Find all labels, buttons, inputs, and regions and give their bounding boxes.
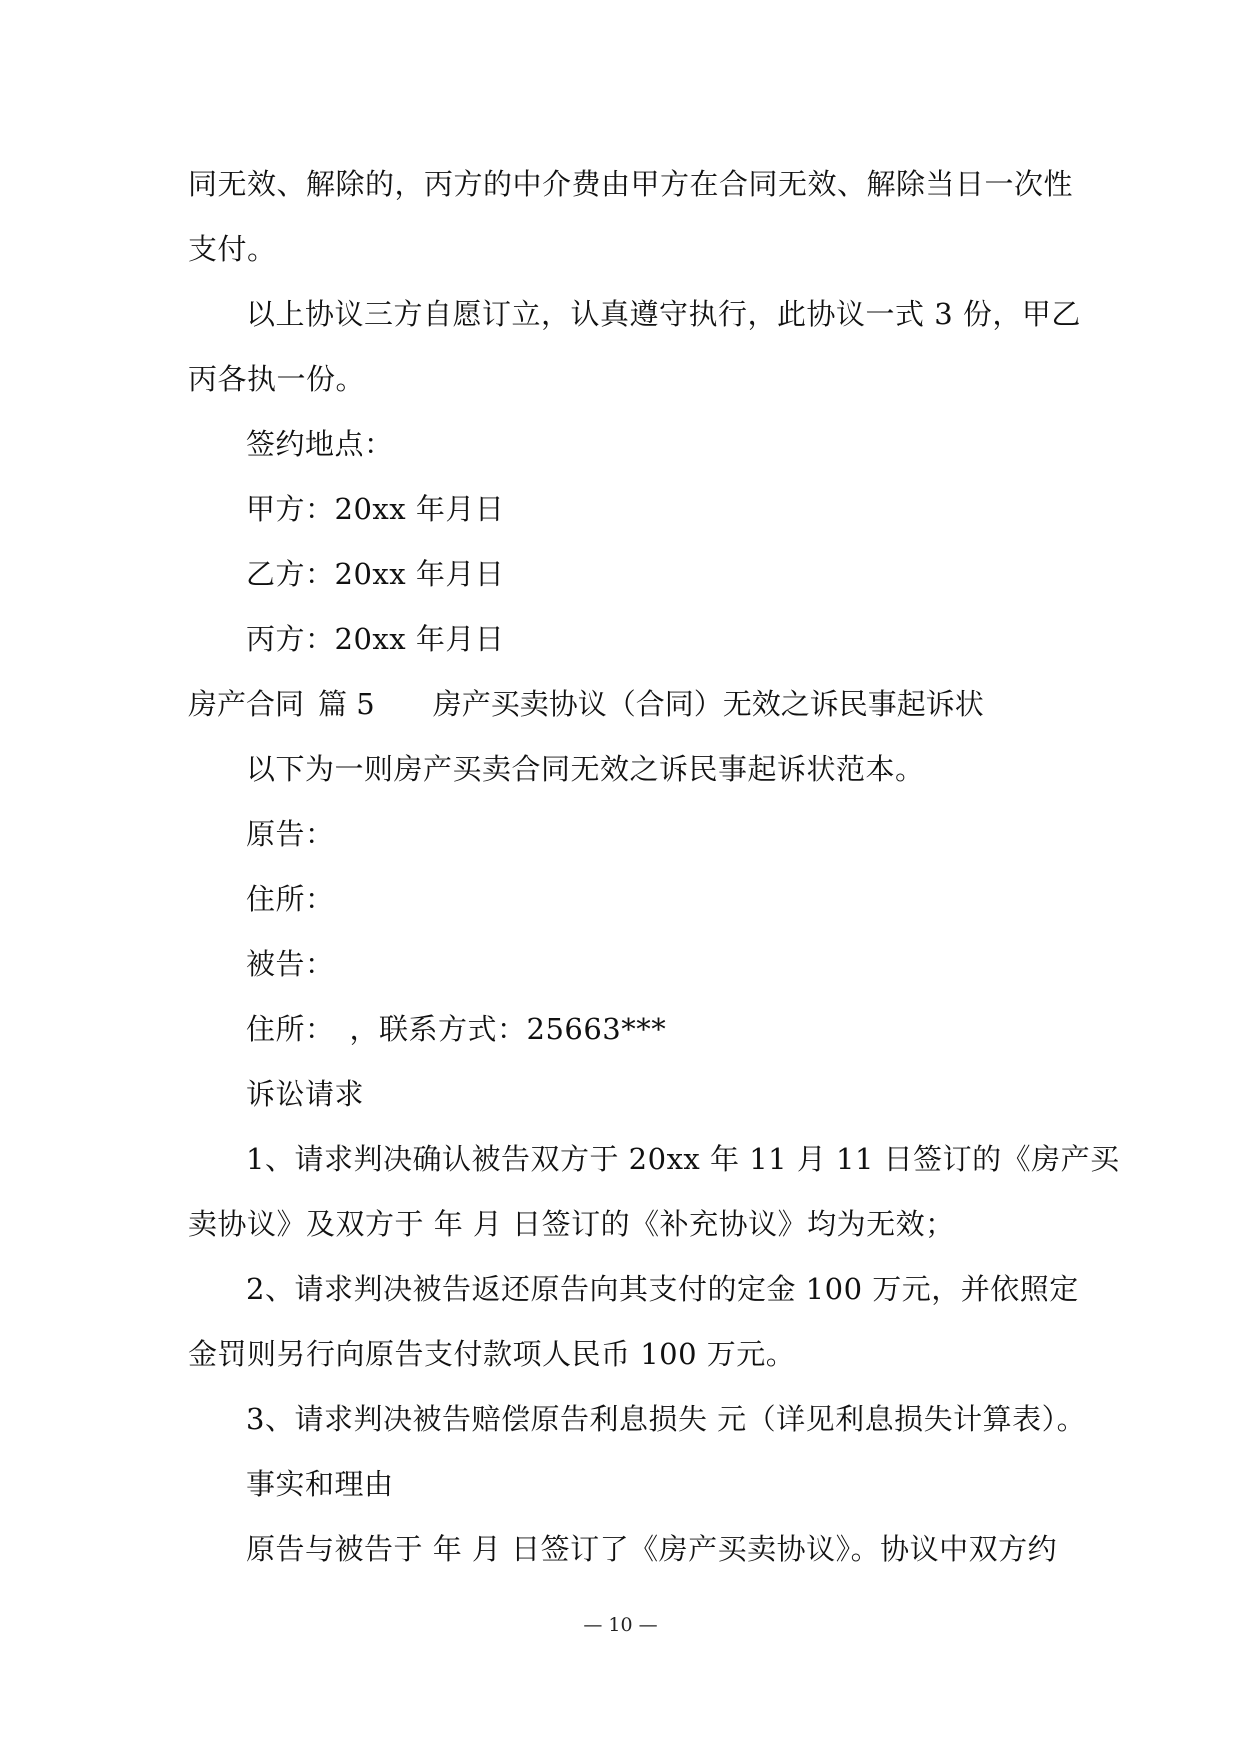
claim-1-line: 1、请求判决确认被告双方于 20xx 年 11 月 11 日签订的《房产买 [246,1142,1120,1176]
section-label: 房产合同 [188,687,305,721]
claims-heading: 诉讼请求 [246,1077,365,1111]
document-body [188,152,1120,1582]
section-title: 房产买卖协议（合同）无效之诉民事起诉状 [432,687,984,721]
defendant-line: 被告： [246,947,335,981]
defendant-address-line: 住所： ，联系方式：25663*** [246,1012,667,1046]
party-c-date: 丙方：20xx 年月日 [246,622,505,656]
plaintiff-line: 原告： [246,817,335,851]
party-a-date: 甲方：20xx 年月日 [246,492,505,526]
plaintiff-address-line: 住所： [246,882,335,916]
signing-place: 签约地点： [246,427,394,461]
claim-3-line: 3、请求判决被告赔偿原告利息损失 元（详见利息损失计算表）。 [246,1402,1087,1436]
facts-heading: 事实和理由 [246,1467,394,1501]
section-number: 篇 5 [318,687,375,721]
paragraph-line: 丙各执一份。 [188,362,366,396]
paragraph-line: 支付。 [188,232,277,266]
paragraph-line: 同无效、解除的，丙方的中介费由甲方在合同无效、解除当日一次性 [188,167,1074,201]
section-heading [188,672,1058,737]
complaint-intro: 以下为一则房产买卖合同无效之诉民事起诉状范本。 [246,752,925,786]
party-b-date: 乙方：20xx 年月日 [246,557,505,591]
claim-2-line: 2、请求判决被告返还原告向其支付的定金 100 万元，并依照定 [246,1272,1079,1306]
claim-2-line: 金罚则另行向原告支付款项人民币 100 万元。 [188,1337,796,1371]
facts-line: 原告与被告于 年 月 日签订了《房产买卖协议》。协议中双方约 [246,1532,1058,1566]
paragraph-line: 以上协议三方自愿订立，认真遵守执行，此协议一式 3 份，甲乙 [246,297,1081,331]
page-number: — 10 — [583,1614,658,1636]
claim-1-line: 卖协议》及双方于 年 月 日签订的《补充协议》均为无效； [188,1207,955,1241]
